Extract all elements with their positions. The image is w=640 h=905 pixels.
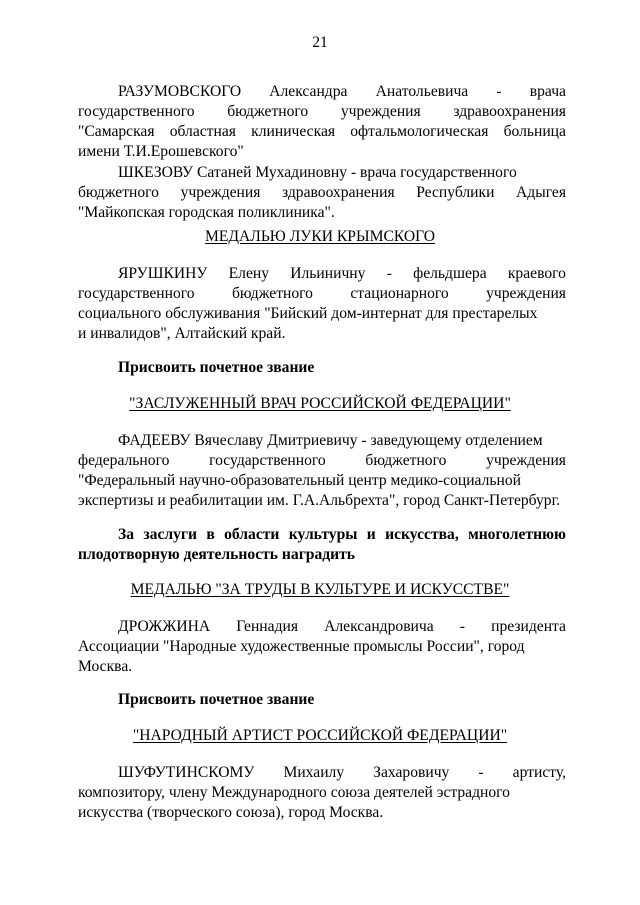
award-heading-labor-in-culture: МЕДАЛЬЮ "ЗА ТРУДЫ В КУЛЬТУРЕ И ИСКУССТВЕ" bbox=[130, 581, 510, 598]
entry-shkezova-line-1: ШКЕЗОВУ Сатаней Мухадиновну - врача государственного bbox=[118, 164, 517, 181]
entry-shkezova-line-2: бюджетного учреждения здравоохранения Республики Адыгея bbox=[78, 184, 566, 201]
entry-razumovsky-line-2: государственного бюджетного учреждения здравоохранения bbox=[78, 103, 566, 120]
award-heading-luka-krymsky: МЕДАЛЬЮ ЛУКИ КРЫМСКОГО bbox=[204, 228, 436, 245]
entry-shkezova-line-3: "Майкопская городская поликлиника". bbox=[78, 204, 335, 221]
entry-drozhzhin-line-3: Москва. bbox=[78, 658, 133, 675]
entry-yarushkina-line-2: государственного бюджетного стационарного учреждения bbox=[78, 285, 566, 302]
entry-yarushkina-line-4: и инвалидов", Алтайский край. bbox=[78, 325, 286, 342]
entry-shufutinsky-line-1: ШУФУТИНСКОМУ Михаилу Захаровичу - артисту, bbox=[118, 764, 566, 781]
entry-razumovsky-line-1: РАЗУМОВСКОГО Александра Анатольевича - врача bbox=[118, 83, 566, 100]
section-heading-culture-merits-line-2: плодотворную деятельность наградить bbox=[78, 546, 356, 563]
entry-yarushkina-line-1: ЯРУШКИНУ Елену Ильиничну - фельдшера краевого bbox=[118, 265, 566, 282]
entry-drozhzhin-line-2: Ассоциации "Народные художественные промыслы России", город bbox=[78, 638, 525, 655]
entry-razumovsky-line-4: имени Т.И.Ерошевского" bbox=[78, 143, 244, 160]
entry-shufutinsky-line-3: искусства (творческого союза), город Москва. bbox=[78, 804, 384, 821]
section-heading-honorary-title-2: Присвоить почетное звание bbox=[118, 691, 315, 708]
award-heading-peoples-artist: "НАРОДНЫЙ АРТИСТ РОССИЙСКОЙ ФЕДЕРАЦИИ" bbox=[132, 727, 508, 744]
entry-razumovsky-line-3: "Самарская областная клиническая офтальмологическая больница bbox=[78, 123, 566, 140]
award-heading-honored-doctor: "ЗАСЛУЖЕННЫЙ ВРАЧ РОССИЙСКОЙ ФЕДЕРАЦИИ" bbox=[129, 395, 511, 412]
section-heading-honorary-title-1: Присвоить почетное звание bbox=[118, 359, 315, 376]
entry-fadeev-line-4: экспертизы и реабилитации им. Г.А.Альбрехта", город Санкт-Петербург. bbox=[78, 492, 561, 509]
entry-fadeev-line-2: федерального государственного бюджетного учреждения bbox=[78, 452, 566, 469]
entry-fadeev-line-3: "Федеральный научно-образовательный центр медико-социальной bbox=[78, 472, 521, 489]
entry-fadeev-line-1: ФАДЕЕВУ Вячеславу Дмитриевичу - заведующему отделением bbox=[118, 432, 543, 449]
entry-yarushkina-line-3: социального обслуживания "Бийский дом-интернат для престарелых bbox=[78, 305, 538, 322]
entry-drozhzhin-line-1: ДРОЖЖИНА Геннадия Александровича - президента bbox=[118, 618, 566, 635]
section-heading-culture-merits-line-1: За заслуги в области культуры и искусства, многолетнюю bbox=[118, 526, 566, 543]
entry-shufutinsky-line-2: композитору, члену Международного союза деятелей эстрадного bbox=[78, 784, 510, 801]
page-number: 21 bbox=[312, 34, 328, 51]
